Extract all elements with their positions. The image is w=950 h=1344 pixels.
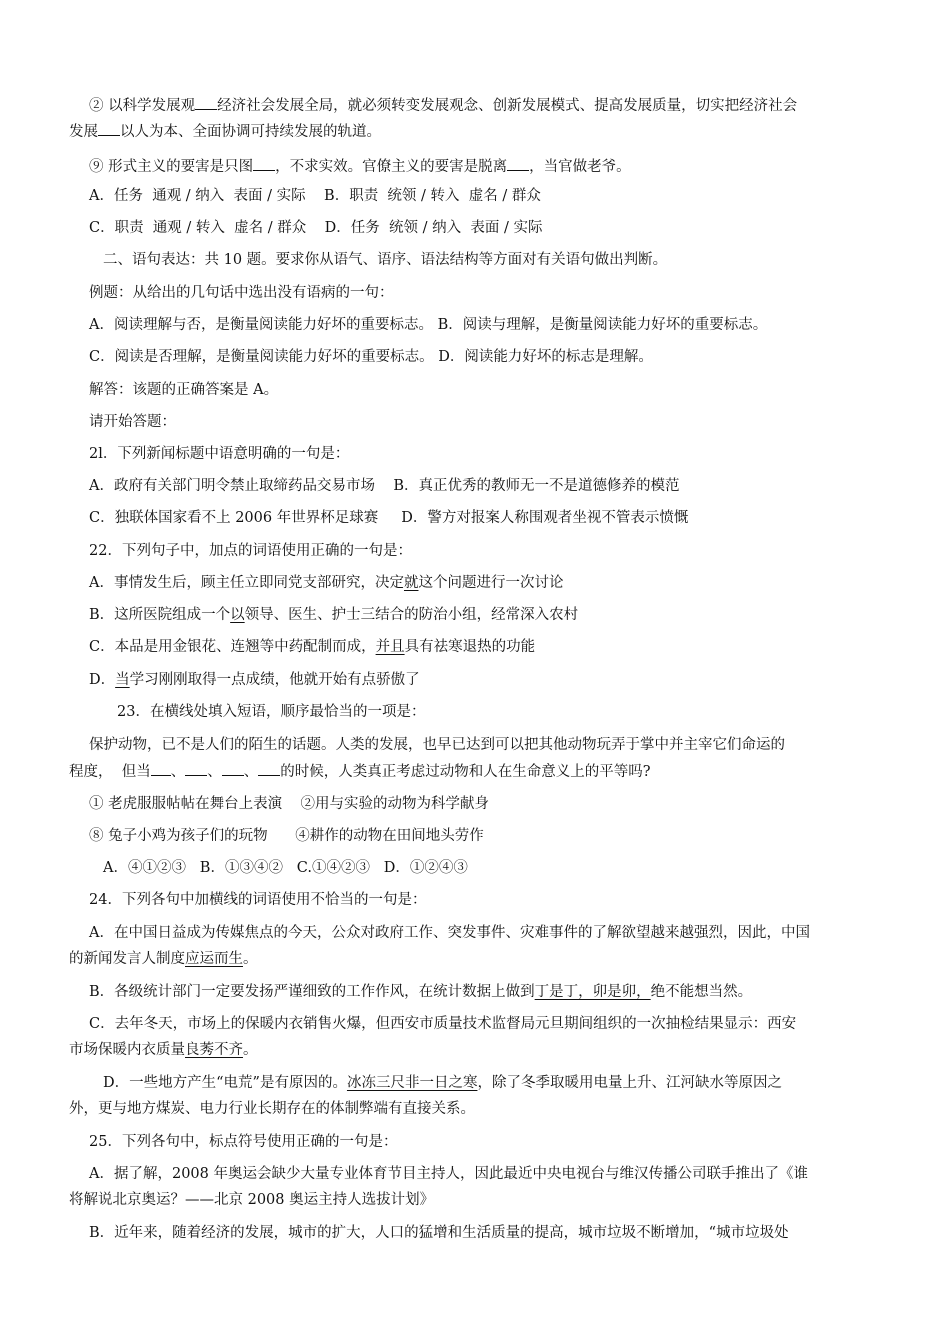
q21-options-ab bbox=[89, 476, 680, 496]
q24-stem bbox=[89, 890, 426, 910]
text: B．这所医院组成一个 bbox=[89, 607, 231, 623]
text: 市场保暖内衣质量 bbox=[69, 1042, 185, 1058]
q24-option-b bbox=[89, 982, 752, 1002]
text: ① 老虎服服帖帖在舞台上表演 ②用与实验的动物为科学献身 bbox=[89, 796, 490, 812]
underlined-phrase: 丁是丁，卯是卯， bbox=[534, 984, 651, 1000]
q23-items-12 bbox=[89, 794, 489, 814]
text: 。 bbox=[243, 951, 258, 967]
text: A．据了解，2008 年奥运会缺少大量专业体育节目主持人，因此最近中央电视台与维汉传播公司联手推出了《谁 bbox=[89, 1166, 808, 1182]
example-answer bbox=[89, 380, 278, 400]
text: A．④①②③ B．①③④② C.①④②③ D．①②④③ bbox=[103, 860, 468, 876]
text: 请开始答题： bbox=[89, 414, 176, 430]
marked-word: 当 bbox=[115, 672, 130, 688]
q22-option-d bbox=[89, 670, 420, 690]
text: C．独联体国家看不上 2006 年世界杯足球赛 D．警方对报案人称围观者坐视不管表示愤慨 bbox=[89, 510, 689, 526]
text: 例题：从给出的几句话中选出没有语病的一句： bbox=[89, 285, 394, 301]
fill-blank bbox=[195, 95, 217, 110]
text: 、 bbox=[207, 764, 222, 780]
marked-word: 并且 bbox=[375, 639, 405, 655]
text: ⑧ 兔子小鸡为孩子们的玩物 ④耕作的动物在田间地头劳作 bbox=[89, 828, 484, 844]
q-prev-item3 bbox=[89, 156, 631, 177]
q24-option-d-line1 bbox=[103, 1073, 782, 1093]
q-prev-item2-line2 bbox=[69, 121, 381, 142]
marked-word: 以 bbox=[230, 607, 245, 623]
marked-word: 就 bbox=[403, 575, 419, 591]
q24-option-d-line2 bbox=[69, 1099, 475, 1119]
fill-blank bbox=[222, 761, 244, 776]
text: 以人为本、全面协调可持续发展的轨道。 bbox=[120, 124, 381, 140]
text: C．职责 通观 / 转入 虚名 / 群众 D．任务 统领 / 纳入 表面 / 实际 bbox=[89, 220, 543, 236]
text: A．阅读理解与否，是衡量阅读能力好坏的重要标志。 B．阅读与理解，是衡量阅读能力好坏的重要标志。 bbox=[89, 317, 768, 333]
q25-option-a-line1 bbox=[89, 1164, 808, 1184]
fill-blank bbox=[253, 156, 275, 171]
text: D．一些地方产生“电荒”是有原因的。 bbox=[103, 1075, 347, 1091]
text: ，当官做老爷。 bbox=[529, 159, 631, 175]
q21-stem bbox=[89, 444, 349, 464]
q22-stem bbox=[89, 541, 412, 561]
text: 保护动物，已不是人们的陌生的话题。人类的发展，也早已达到可以把其他动物玩弄于掌中并主宰它们命运的 bbox=[89, 737, 785, 753]
fill-blank bbox=[258, 761, 280, 776]
text: 24．下列各句中加横线的词语使用不恰当的一句是： bbox=[89, 892, 427, 908]
text: A．任务 通观 / 纳入 表面 / 实际 B．职责 统领 / 转入 虚名 / 群众 bbox=[89, 188, 541, 204]
text: 领导、医生、护士三结合的防治小组，经常深入农村 bbox=[244, 607, 579, 623]
start-prompt bbox=[89, 412, 176, 432]
text: 的新闻发言人制度 bbox=[69, 951, 185, 967]
text: 22．下列句子中，加点的词语使用正确的一句是： bbox=[89, 543, 412, 559]
example-options-ab bbox=[89, 315, 767, 335]
text: A．事情发生后，顾主任立即同党支部研究，决定 bbox=[89, 575, 404, 591]
example-label bbox=[89, 283, 394, 303]
text: 经济社会发展全局，就必须转变发展观念、创新发展模式、提高发展质量，切实把经济社会 bbox=[217, 98, 798, 114]
q25-option-b-line1 bbox=[89, 1223, 789, 1243]
fill-blank bbox=[98, 121, 120, 136]
text: 二、语句表达：共 10 题。要求你从语气、语序、语法结构等方面对有关语句做出判断。 bbox=[103, 252, 668, 268]
underlined-phrase: 良莠不齐 bbox=[185, 1042, 243, 1058]
fill-blank bbox=[151, 761, 171, 776]
text: 程度， 但当 bbox=[69, 764, 151, 780]
q24-option-a-line2 bbox=[69, 949, 258, 969]
q-prev-options-cd bbox=[89, 218, 542, 238]
text: ，除了冬季取暖用电量上升、江河缺水等原因之 bbox=[477, 1075, 782, 1091]
text: 23．在横线处填入短语，顺序最恰当的一项是： bbox=[117, 704, 426, 720]
q21-options-cd bbox=[89, 508, 688, 528]
text: ，不求实效。官僚主义的要害是脱离 bbox=[275, 159, 508, 175]
underlined-phrase: 应运而生 bbox=[185, 951, 243, 967]
text: 。 bbox=[243, 1042, 258, 1058]
text: 外，更与地方煤炭、电力行业长期存在的体制弊端有直接关系。 bbox=[69, 1101, 475, 1117]
text: 25．下列各句中，标点符号使用正确的一句是： bbox=[89, 1134, 398, 1150]
q22-option-a bbox=[89, 573, 563, 593]
q23-stem bbox=[117, 702, 425, 722]
q24-option-a-line1 bbox=[89, 923, 810, 943]
fill-blank bbox=[185, 761, 207, 776]
text: 解答：该题的正确答案是 A。 bbox=[89, 382, 279, 398]
text: 这个问题进行一次讨论 bbox=[418, 575, 564, 591]
text: 将解说北京奥运？——北京 2008 奥运主持人选拔计划》 bbox=[69, 1192, 435, 1208]
text: 具有祛寒退热的功能 bbox=[404, 639, 536, 655]
example-options-cd bbox=[89, 347, 653, 367]
q23-passage-line1 bbox=[89, 735, 785, 755]
text: 、 bbox=[170, 764, 186, 780]
text: C．去年冬天，市场上的保暖内衣销售火爆，但西安市质量技术监督局元旦期间组织的一次抽检结果显示：西安 bbox=[89, 1016, 797, 1032]
text: 2l．下列新闻标题中语意明确的一句是： bbox=[89, 446, 350, 462]
text: A．政府有关部门明令禁止取缔药品交易市场 B．真正优秀的教师无一不是道德修养的模范 bbox=[89, 478, 680, 494]
q23-items-34 bbox=[89, 826, 484, 846]
underlined-phrase: 冰冻三尺非一日之寒 bbox=[346, 1075, 478, 1091]
q-prev-item2-line1 bbox=[89, 95, 797, 116]
text: C．阅读是否理解，是衡量阅读能力好坏的重要标志。 D．阅读能力好坏的标志是理解。 bbox=[89, 349, 653, 365]
q-prev-options-ab bbox=[89, 186, 541, 206]
text: 、 bbox=[243, 764, 259, 780]
text: D． bbox=[89, 672, 116, 688]
q24-option-c-line1 bbox=[89, 1014, 796, 1034]
q24-option-c-line2 bbox=[69, 1040, 258, 1060]
text: A．在中国日益成为传媒焦点的今天，公众对政府工作、突发事件、灾难事件的了解欲望越来越强烈，因此，中国 bbox=[89, 925, 810, 941]
q22-option-c bbox=[89, 637, 535, 657]
q25-option-a-line2 bbox=[69, 1190, 434, 1210]
q25-stem bbox=[89, 1132, 397, 1152]
text: B．各级统计部门一定要发扬严谨细致的工作作风，在统计数据上做到 bbox=[89, 984, 535, 1000]
q22-option-b bbox=[89, 605, 578, 625]
text: 发展 bbox=[69, 124, 98, 140]
text: 的时候，人类真正考虑过动物和人在生命意义上的平等吗? bbox=[280, 764, 651, 780]
q23-options bbox=[103, 858, 468, 878]
text: B．近年来，随着经济的发展，城市的扩大，人口的猛增和生活质量的提高，城市垃圾不断增加，“城市垃圾处 bbox=[89, 1225, 789, 1241]
text: ⑨ 形式主义的要害是只图 bbox=[89, 159, 254, 175]
text: C．本品是用金银花、连翘等中药配制而成， bbox=[89, 639, 376, 655]
q23-passage-line2 bbox=[69, 761, 651, 782]
text: 绝不能想当然。 bbox=[650, 984, 753, 1000]
text: 学习刚刚取得一点成绩，他就开始有点骄傲了 bbox=[129, 672, 420, 688]
fill-blank bbox=[507, 156, 529, 171]
section-heading bbox=[103, 250, 667, 270]
text: ② 以科学发展观 bbox=[89, 98, 196, 114]
